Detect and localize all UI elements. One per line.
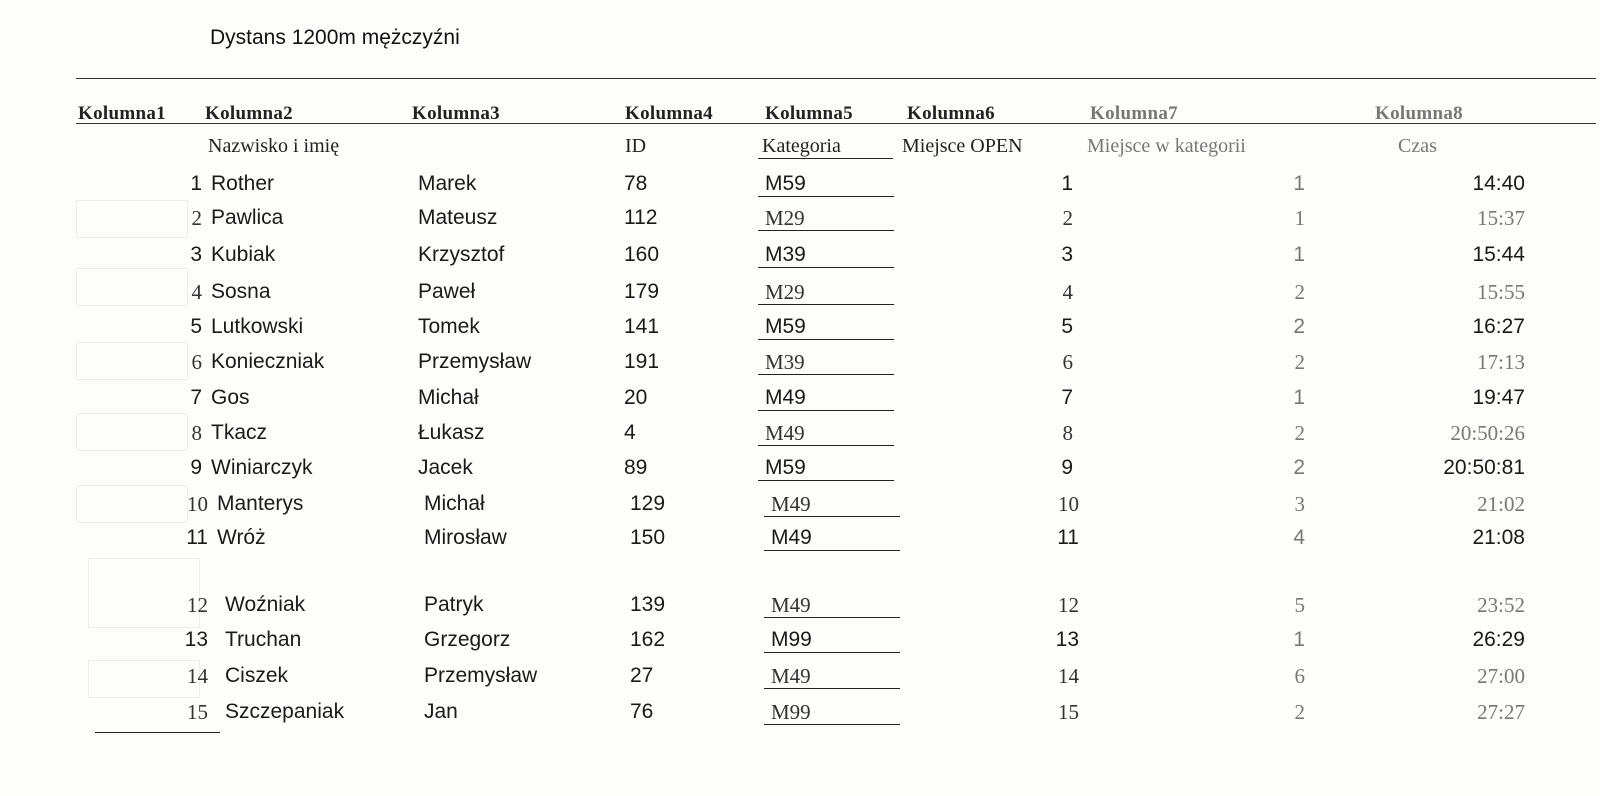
subheader-time: Czas [1398, 135, 1437, 157]
place-open-cell: 9 [1061, 456, 1073, 479]
row-number: 14 [187, 664, 208, 688]
row-number: 8 [191, 421, 202, 445]
id-cell: 160 [624, 243, 660, 266]
id-cell: 78 [624, 172, 648, 195]
place-category-cell: 1 [1294, 206, 1305, 230]
place-open-cell: 4 [1062, 280, 1073, 304]
firstname-cell: Tomek [418, 315, 480, 338]
id-cell: 89 [624, 456, 648, 479]
header-kolumna4: Kolumna4 [625, 103, 713, 124]
id-cell: 162 [630, 628, 666, 651]
category-underline [758, 304, 894, 305]
time-cell: 15:44 [1472, 243, 1525, 266]
place-category-cell: 2 [1294, 350, 1305, 374]
id-cell: 76 [630, 700, 654, 723]
id-cell: 4 [624, 421, 636, 444]
category-underline [764, 617, 900, 618]
surname-cell: Ciszek [225, 664, 289, 687]
category-underline [758, 230, 894, 231]
firstname-cell: Mirosław [424, 526, 507, 549]
place-category-cell: 6 [1294, 664, 1305, 688]
category-underline [758, 410, 894, 411]
time-cell: 27:27 [1477, 700, 1525, 724]
surname-cell: Pawlica [211, 206, 284, 229]
place-category-cell: 2 [1294, 421, 1305, 445]
surname-cell: Truchan [225, 628, 302, 651]
surname-cell: Rother [211, 172, 275, 195]
place-open-cell: 8 [1062, 421, 1073, 445]
subheader-category: Kategoria [762, 135, 841, 157]
surname-cell: Konieczniak [211, 350, 325, 373]
time-cell: 23:52 [1477, 593, 1525, 617]
place-open-cell: 14 [1058, 664, 1079, 688]
surname-cell: Lutkowski [211, 315, 304, 338]
row-number: 6 [191, 350, 202, 374]
subheader-category-line [758, 158, 893, 159]
firstname-cell: Marek [418, 172, 477, 195]
time-cell: 14:40 [1472, 172, 1525, 195]
subheader-place-open: Miejsce OPEN [902, 135, 1023, 157]
category-cell: M49 [765, 421, 805, 445]
id-cell: 139 [630, 593, 666, 616]
category-cell: M29 [765, 280, 805, 304]
id-cell: 150 [630, 526, 666, 549]
place-open-cell: 1 [1061, 172, 1073, 195]
subheader-place-category: Miejsce w kategorii [1087, 135, 1246, 157]
surname-cell: Szczepaniak [225, 700, 345, 723]
top-rule [76, 78, 1596, 79]
place-category-cell: 2 [1294, 280, 1305, 304]
row-number: 11 [186, 526, 208, 549]
category-underline [758, 196, 894, 197]
row-number: 5 [190, 315, 202, 338]
category-cell: M49 [771, 593, 811, 617]
firstname-cell: Krzysztof [418, 243, 505, 266]
bottom-line [95, 732, 220, 733]
category-cell: M49 [771, 526, 812, 549]
row-number: 4 [191, 280, 202, 304]
category-cell: M49 [771, 492, 811, 516]
place-category-cell: 4 [1293, 526, 1305, 549]
surname-cell: Gos [211, 386, 250, 409]
category-cell: M59 [765, 315, 806, 338]
category-cell: M99 [771, 700, 811, 724]
place-open-cell: 3 [1061, 243, 1073, 266]
row-number: 3 [190, 243, 202, 266]
place-open-cell: 2 [1062, 206, 1073, 230]
place-category-cell: 1 [1293, 172, 1305, 195]
category-underline [764, 724, 900, 725]
category-cell: M39 [765, 243, 806, 266]
time-cell: 15:37 [1477, 206, 1525, 230]
place-category-cell: 1 [1293, 628, 1305, 651]
firstname-cell: Grzegorz [424, 628, 511, 651]
time-cell: 16:27 [1472, 315, 1525, 338]
id-cell: 112 [624, 206, 658, 229]
subheader-name: Nazwisko i imię [208, 135, 340, 157]
row-number: 10 [187, 492, 208, 516]
place-open-cell: 7 [1061, 386, 1073, 409]
place-category-cell: 2 [1294, 700, 1305, 724]
surname-cell: Winiarczyk [211, 456, 313, 479]
place-category-cell: 5 [1294, 593, 1305, 617]
time-cell: 17:13 [1477, 350, 1525, 374]
category-underline [764, 652, 900, 653]
header-kolumna1: Kolumna1 [78, 103, 166, 124]
category-underline [764, 688, 900, 689]
time-cell: 26:29 [1472, 628, 1525, 651]
place-open-cell: 6 [1062, 350, 1073, 374]
firstname-cell: Michał [424, 492, 485, 515]
firstname-cell: Przemysław [424, 664, 538, 687]
firstname-cell: Mateusz [418, 206, 498, 229]
category-cell: M39 [765, 350, 805, 374]
id-cell: 129 [630, 492, 666, 515]
time-cell: 21:02 [1477, 492, 1525, 516]
category-cell: M49 [765, 386, 806, 409]
id-cell: 191 [624, 350, 660, 373]
place-open-cell: 11 [1057, 526, 1079, 549]
page-title: Dystans 1200m mężczyźni [210, 26, 460, 49]
category-underline [764, 516, 900, 517]
place-category-cell: 1 [1293, 243, 1305, 266]
category-underline [758, 374, 894, 375]
time-cell: 20:50:26 [1450, 421, 1525, 445]
row-number: 13 [184, 628, 208, 651]
place-open-cell: 13 [1055, 628, 1079, 651]
place-category-cell: 2 [1293, 315, 1305, 338]
header-kolumna7: Kolumna7 [1090, 103, 1178, 124]
header-kolumna5: Kolumna5 [765, 103, 853, 124]
place-open-cell: 5 [1061, 315, 1073, 338]
time-cell: 21:08 [1472, 526, 1525, 549]
surname-cell: Wróż [217, 526, 266, 549]
header-rule [76, 123, 1596, 124]
category-underline [758, 480, 894, 481]
time-cell: 19:47 [1472, 386, 1525, 409]
firstname-cell: Patryk [424, 593, 484, 616]
id-cell: 27 [630, 664, 654, 687]
category-cell: M49 [771, 664, 811, 688]
category-underline [758, 445, 894, 446]
category-underline [758, 339, 894, 340]
row-number: 12 [187, 593, 208, 617]
time-cell: 15:55 [1477, 280, 1525, 304]
id-cell: 141 [624, 315, 660, 338]
header-kolumna3: Kolumna3 [412, 103, 500, 124]
row-number: 2 [191, 206, 202, 230]
time-cell: 20:50:81 [1443, 456, 1525, 479]
firstname-cell: Jan [424, 700, 458, 723]
firstname-cell: Przemysław [418, 350, 532, 373]
id-cell: 179 [624, 280, 660, 303]
place-open-cell: 12 [1058, 593, 1079, 617]
category-underline [758, 267, 894, 268]
time-cell: 27:00 [1477, 664, 1525, 688]
header-kolumna2: Kolumna2 [205, 103, 293, 124]
place-open-cell: 10 [1058, 492, 1079, 516]
category-cell: M59 [765, 172, 806, 195]
row-number: 9 [190, 456, 202, 479]
firstname-cell: Łukasz [418, 421, 485, 444]
firstname-cell: Paweł [418, 280, 476, 303]
subheader-id: ID [625, 135, 647, 157]
place-open-cell: 15 [1058, 700, 1079, 724]
surname-cell: Tkacz [211, 421, 268, 444]
row-number: 1 [190, 172, 202, 195]
category-cell: M99 [771, 628, 812, 651]
surname-cell: Sosna [211, 280, 271, 303]
surname-cell: Kubiak [211, 243, 276, 266]
category-underline [764, 550, 900, 551]
place-category-cell: 1 [1293, 386, 1305, 409]
place-category-cell: 2 [1293, 456, 1305, 479]
firstname-cell: Michał [418, 386, 479, 409]
header-kolumna6: Kolumna6 [907, 103, 995, 124]
place-category-cell: 3 [1294, 492, 1305, 516]
surname-cell: Manterys [217, 492, 304, 515]
surname-cell: Woźniak [225, 593, 306, 616]
row-number: 15 [187, 700, 208, 724]
header-kolumna8: Kolumna8 [1375, 103, 1463, 124]
category-cell: M59 [765, 456, 806, 479]
id-cell: 20 [624, 386, 648, 409]
firstname-cell: Jacek [418, 456, 473, 479]
row-number: 7 [190, 386, 202, 409]
category-cell: M29 [765, 206, 805, 230]
